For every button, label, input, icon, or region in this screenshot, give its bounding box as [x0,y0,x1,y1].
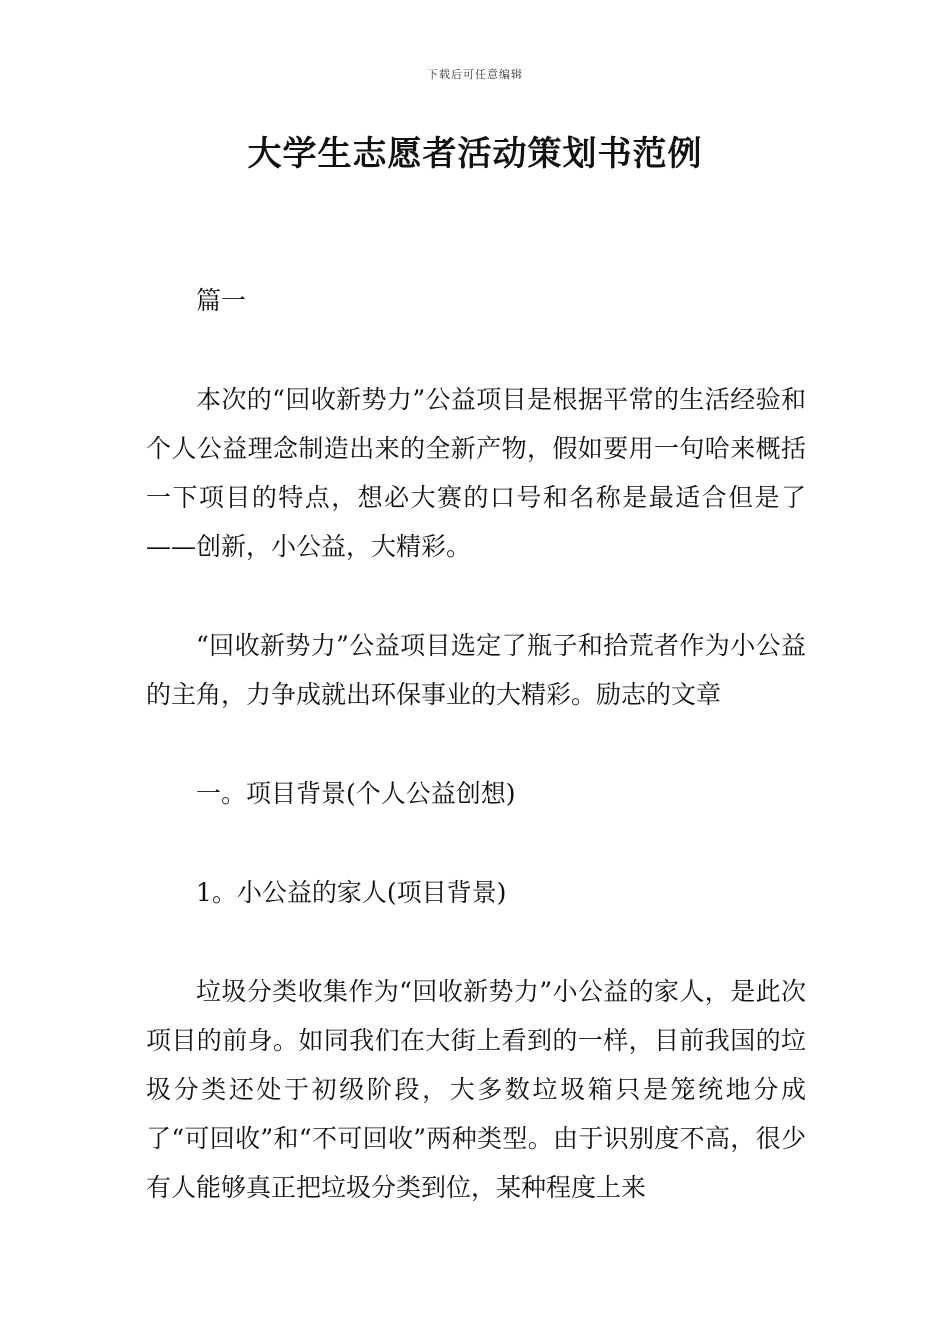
heading-project-background: 一。项目背景(个人公益创想) [196,779,516,808]
paragraph-intro: 本次的“回收新势力”公益项目是根据平常的生活经验和个人公益理念制造出来的全新产物，假如要用一句哈来概括一下项目的特点，想必大赛的口号和名称是最适合但是了——创新，小公益，大精彩。 [146,385,806,561]
paragraph-project-focus: “回收新势力”公益项目选定了瓶子和拾荒者作为小公益的主角，力争成就出环保事业的大精彩。励志的文章 [146,631,806,709]
document-body [146,276,806,1212]
document-title: 大学生志愿者活动策划书范例 [247,134,703,174]
header-note: 下载后可任意编辑 [427,68,523,81]
paragraph-gap [146,325,806,375]
paragraph-gap [146,719,806,769]
section-label: 篇一 [196,286,247,315]
paragraph-garbage-sorting: 垃圾分类收集作为“回收新势力”小公益的家人，是此次项目的前身。如同我们在大街上看到的一样，目前我国的垃圾分类还处于初级阶段，大多数垃圾箱只是笼统地分成了“可回收”和“不可回收”两种类型。由于识别度不高，很少有人能够真正把垃圾分类到位，某种程度上来 [146,977,806,1202]
paragraph-gap [146,818,806,868]
paragraph-gap [146,917,806,967]
paragraph-gap [146,571,806,621]
subheading-family: 1。小公益的家人(项目背景) [196,878,507,907]
